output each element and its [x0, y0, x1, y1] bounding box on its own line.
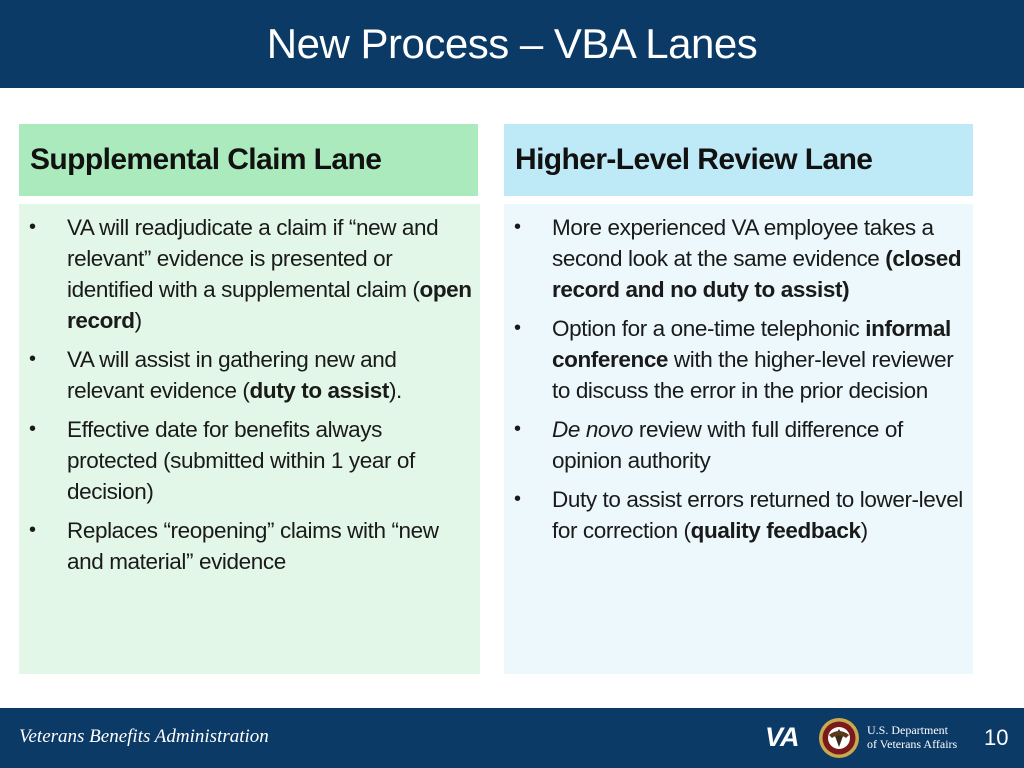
- supplemental-claim-lane-header: Supplemental Claim Lane: [19, 124, 478, 196]
- department-name: U.S. Department of Veterans Affairs: [867, 723, 958, 751]
- slide-title: New Process – VBA Lanes: [266, 20, 758, 67]
- bullet-item: • More experienced VA employee takes a second look at the same evidence (closed record and no duty to assist): [504, 212, 973, 305]
- supplemental-claim-lane-body: [19, 204, 480, 674]
- bullet-item: • Option for a one-time telephonic informal conference with the higher-level reviewer to discuss the error in the prior decision: [504, 313, 973, 406]
- bullet-item: • VA will assist in gathering new and relevant evidence (duty to assist).: [19, 344, 480, 406]
- bullet-item: • Effective date for benefits always protected (submitted within 1 year of decision): [19, 414, 480, 507]
- agency-name: Veterans Benefits Administration: [19, 726, 269, 747]
- higher-level-review-lane-body: [504, 204, 973, 674]
- supplemental-claim-bullets: [19, 212, 480, 577]
- title-bar: [0, 0, 1024, 88]
- va-logo-mark: VA: [765, 722, 799, 752]
- bullet-item: • De novo review with full difference of opinion authority: [504, 414, 973, 476]
- footer-bar: [0, 708, 1024, 768]
- bullet-item: • VA will readjudicate a claim if “new and relevant” evidence is presented or identified with a supplemental claim (open record): [19, 212, 480, 336]
- page-number: 10: [984, 725, 1009, 750]
- va-seal-icon: [818, 717, 860, 759]
- bullet-item: • Replaces “reopening” claims with “new and material” evidence: [19, 515, 480, 577]
- higher-level-review-lane-header: Higher-Level Review Lane: [504, 124, 973, 196]
- higher-level-review-bullets: [504, 212, 973, 546]
- bullet-item: • Duty to assist errors returned to lower-level for correction (quality feedback): [504, 484, 973, 546]
